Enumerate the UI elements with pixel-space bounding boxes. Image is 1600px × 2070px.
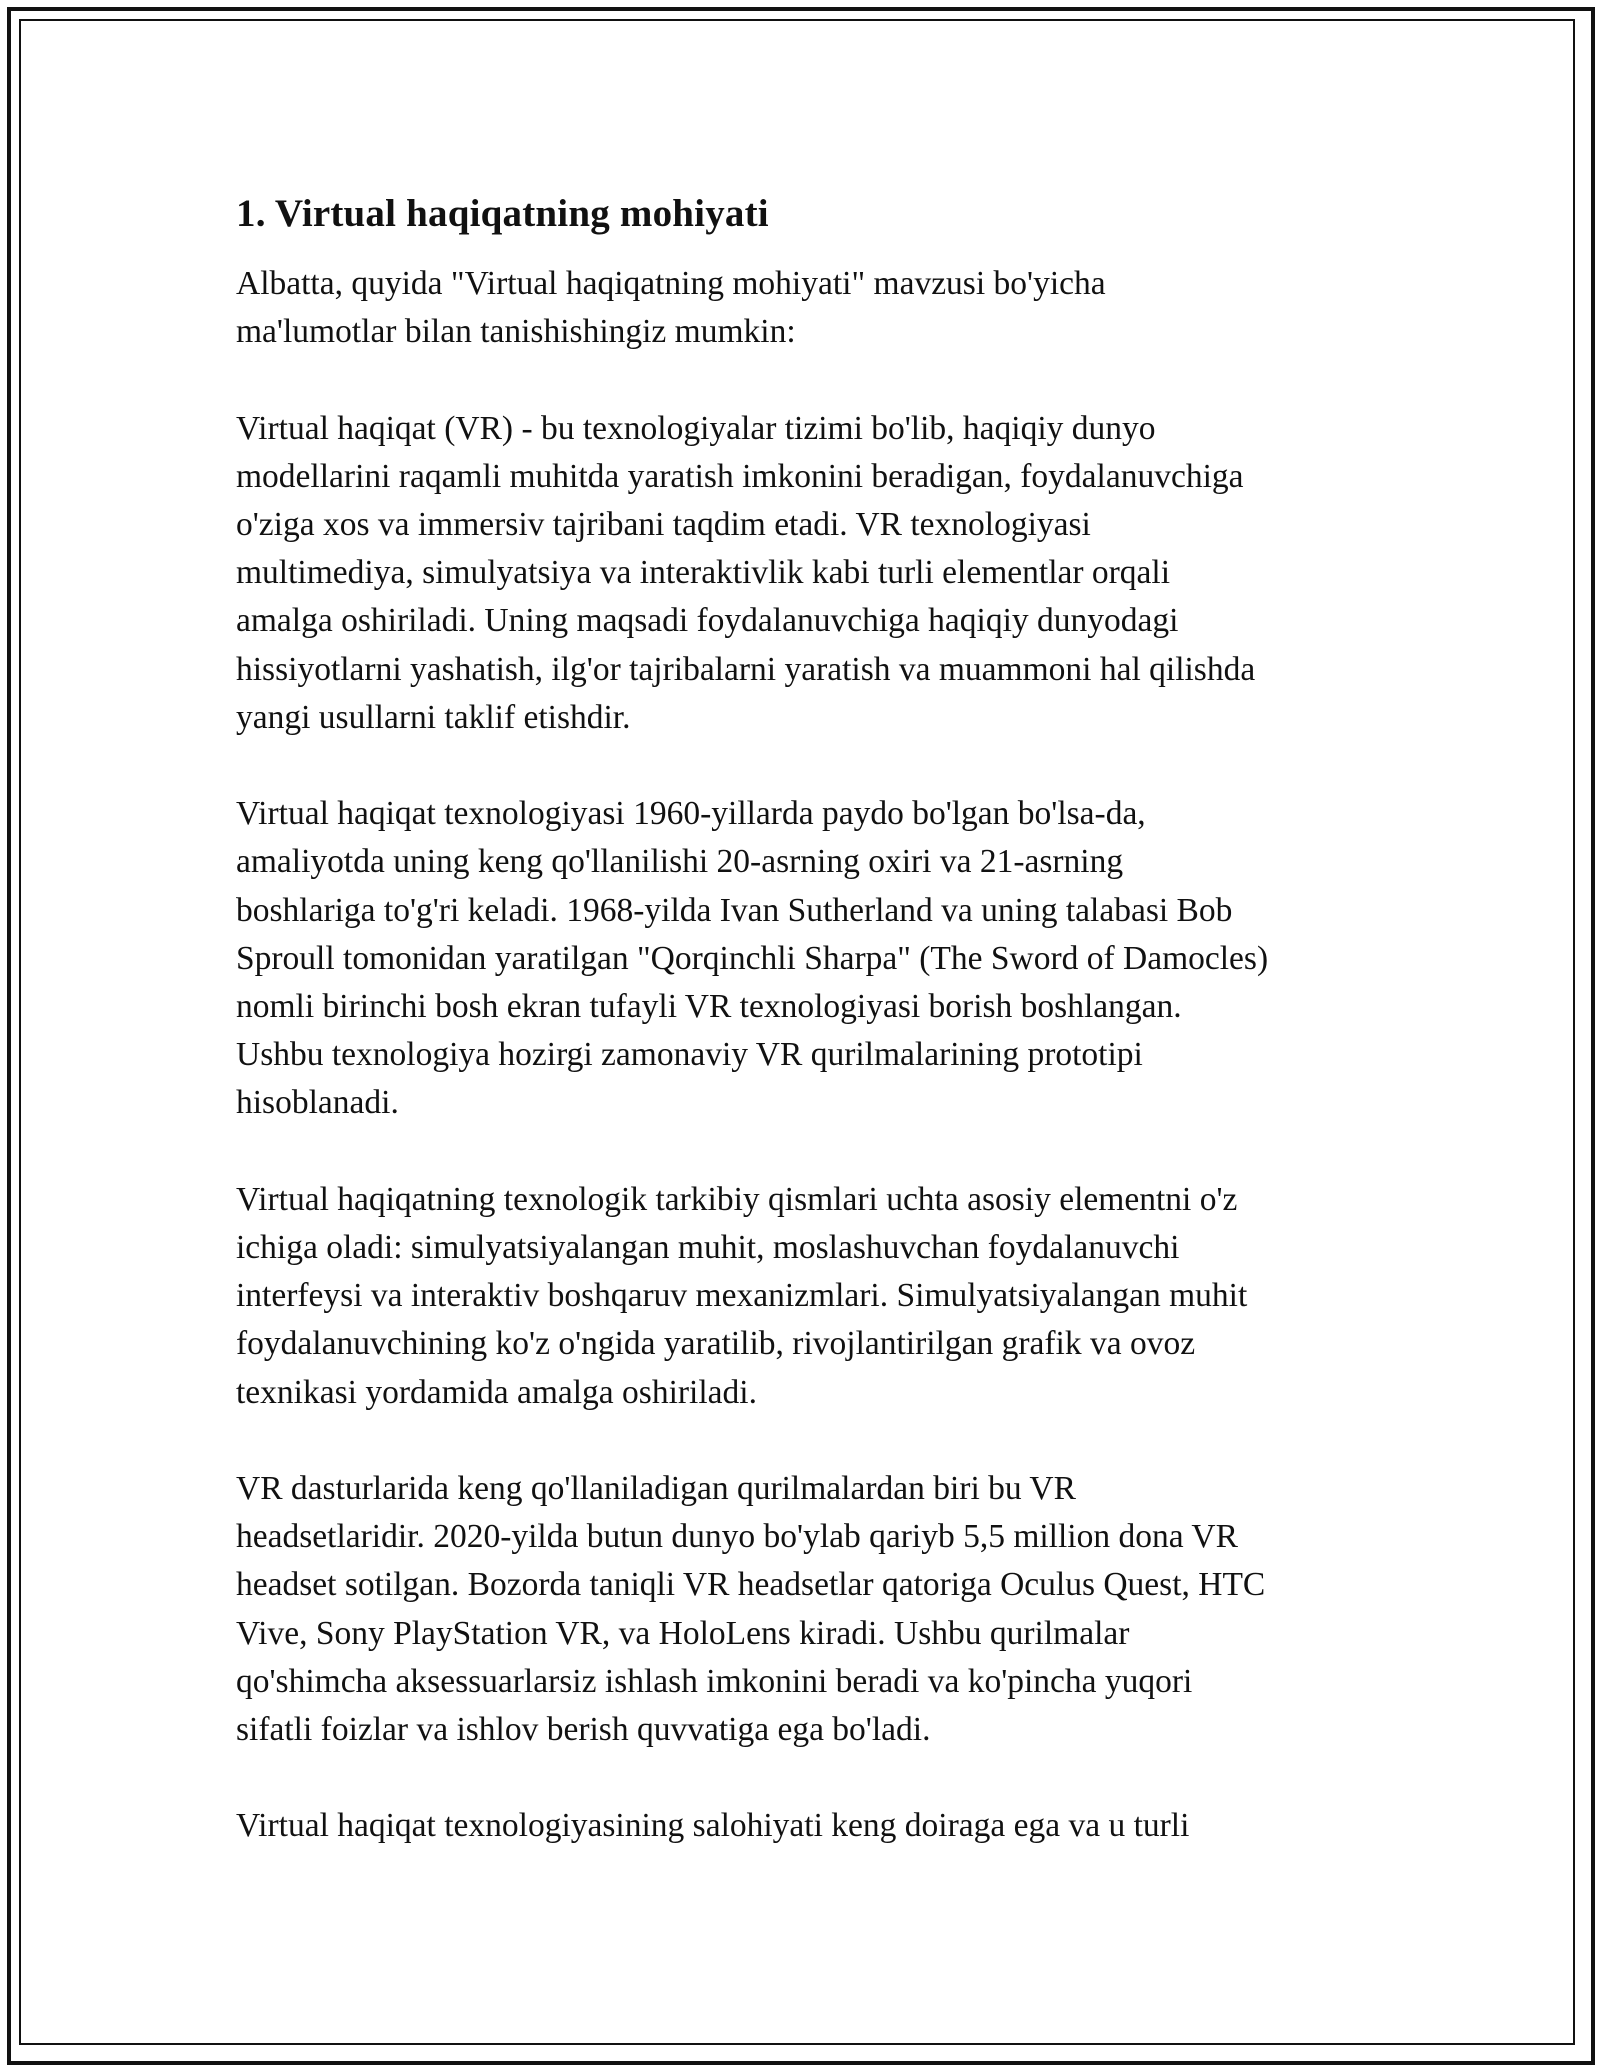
paragraph-history: Virtual haqiqat texnologiyasi 1960-yillarda paydo bo'lgan bo'lsa-da, amaliyotda uning keng qo'llanilishi 20-asrning oxiri va 21-asrning boshlariga to'g'ri keladi. 1968-yilda Ivan Sutherland va uning talabasi Bob Sproull tomonidan yaratilgan "Qorqinchli Sharpa" (The Sword of Damocles) nomli birinchi bosh ekran tufayli VR texnologiyasi borish boshlangan. Ushbu texnologiya hozirgi zamonaviy VR qurilmalarining prototipi hisoblanadi. xyxy=(236,795,1269,1122)
paragraph-headsets: VR dasturlarida keng qo'llaniladigan qurilmalardan biri bu VR headsetlaridir. 2020-yilda butun dunyo bo'ylab qariyb 5,5 million dona VR headset sotilgan. Bozorda taniqli VR headsetlar qatoriga Oculus Quest, HTC Vive, Sony PlayStation VR, va HoloLens kiradi. Ushbu qurilmalar qo'shimcha aksessuarlarsiz ishlash imkonini beradi va ko'pincha yuqori sifatli foizlar va ishlov berish quvvatiga ega bo'ladi. xyxy=(236,1470,1266,1749)
paragraph-intro: Albatta, quyida "Virtual haqiqatning mohiyati" mavzusi bo'yicha ma'lumotlar bilan tanishishingiz mumkin: xyxy=(236,265,1106,351)
paragraph-definition: Virtual haqiqat (VR) - bu texnologiyalar tizimi bo'lib, haqiqiy dunyo modellarini raqamli muhitda yaratish imkonini beradigan, foydalanuvchiga o'ziga xos va immersiv tajribani taqdim etadi. VR texnologiyasi multimediya, simulyatsiya va interaktivlik kabi turli elementlar orqali amalga oshiriladi. Uning maqsadi foydalanuvchiga haqiqiy dunyodagi hissiyotlarni yashatish, ilg'or tajribalarni yaratish va muammoni hal qilishda yangi usullarni taklif etishdir. xyxy=(236,409,1256,736)
section-heading: 1. Virtual haqiqatning mohiyati xyxy=(236,192,769,235)
document-body xyxy=(236,186,1376,1851)
paragraph-components: Virtual haqiqatning texnologik tarkibiy qismlari uchta asosiy elementni o'z ichiga oladi: simulyatsiyalangan muhit, moslashuvchan foydalanuvchi interfeysi va interaktiv boshqaruv mexanizmlari. Simulyatsiyalangan muhit foydalanuvchining ko'z o'ngida yaratilib, rivojlantirilgan grafik va ovoz texnikasi yordamida amalga oshiriladi. xyxy=(236,1180,1248,1411)
paragraph-potential: Virtual haqiqat texnologiyasining salohiyati keng doiraga ega va u turli xyxy=(236,1807,1190,1845)
